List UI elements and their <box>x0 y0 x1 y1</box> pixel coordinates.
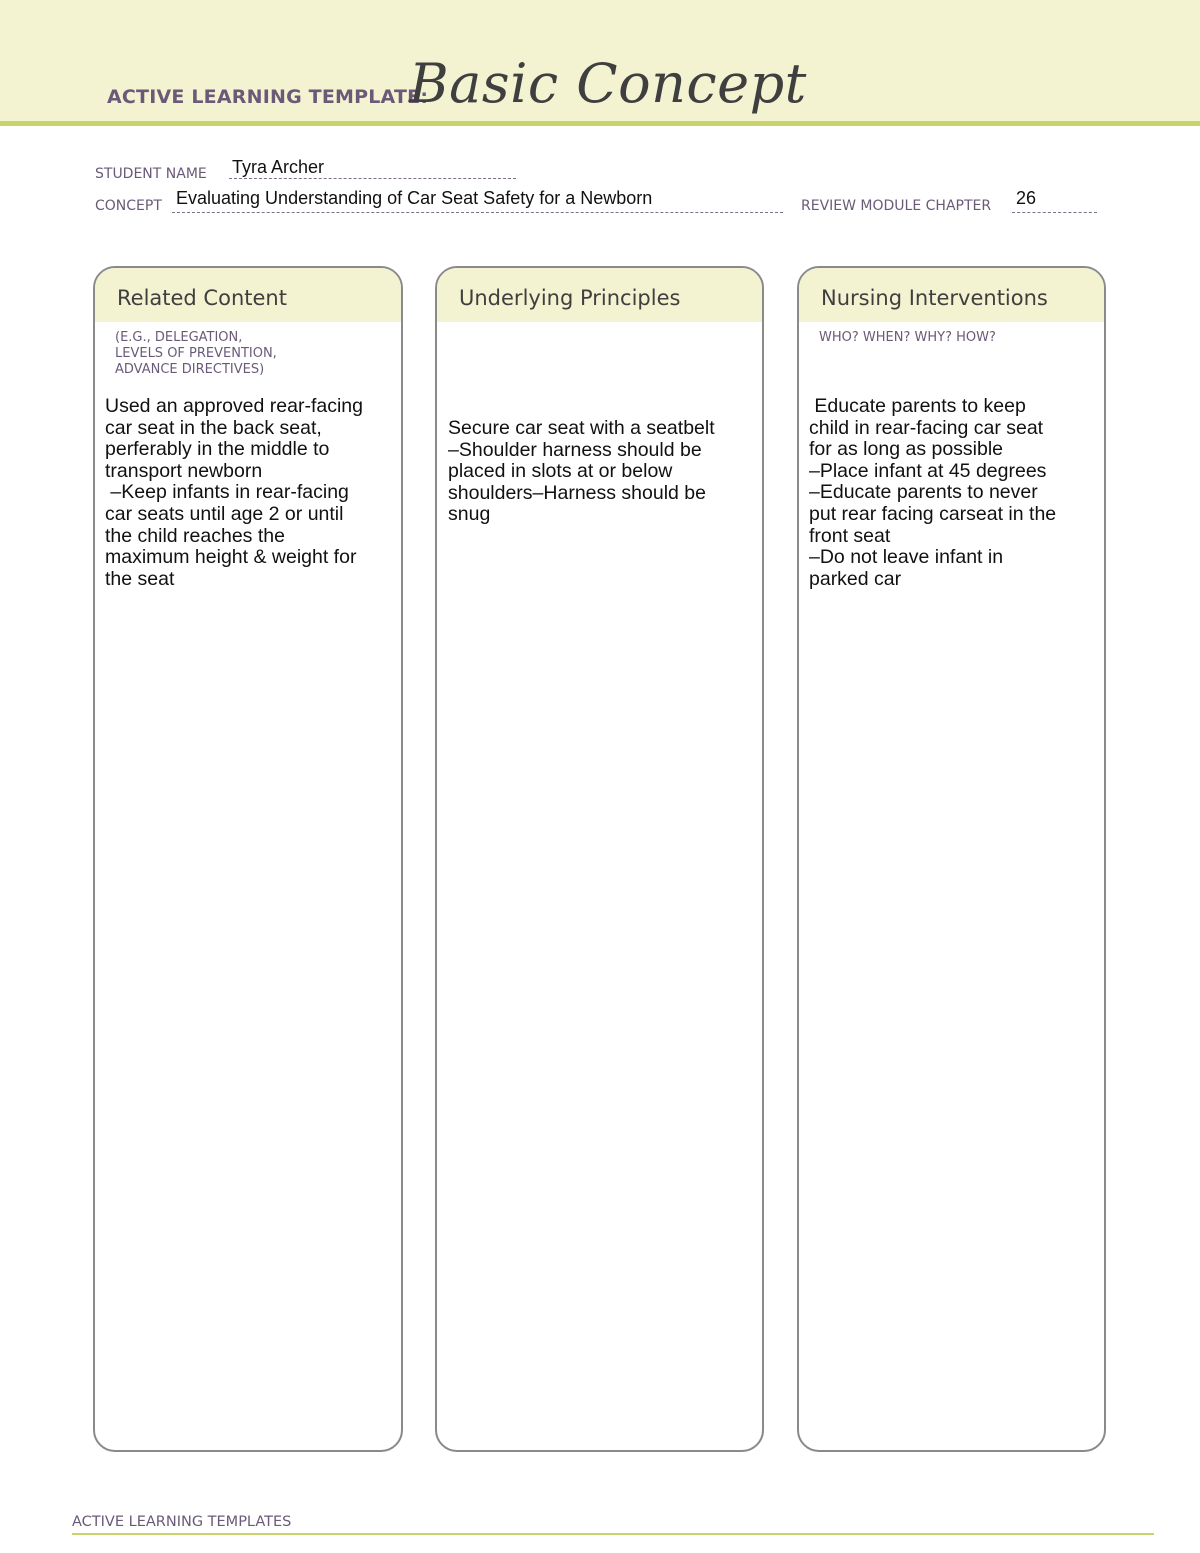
underlying-principles-title: Underlying Principles <box>459 286 681 310</box>
body-line: –Shoulder harness should be <box>448 438 702 461</box>
nursing-interventions-body[interactable] <box>809 396 1056 590</box>
body-line: –Educate parents to never <box>809 481 1038 504</box>
footer-text: ACTIVE LEARNING TEMPLATES <box>72 1514 292 1530</box>
footer-rule <box>72 1533 1154 1535</box>
review-module-label: REVIEW MODULE CHAPTER <box>801 198 992 214</box>
body-line: Used an approved rear-facing <box>105 395 363 417</box>
header-rule <box>0 121 1200 126</box>
body-line: for as long as possible <box>809 438 1004 461</box>
nursing-interventions-title: Nursing Interventions <box>821 286 1048 310</box>
body-line: –Do not leave infant in <box>809 546 1004 569</box>
page-title: Basic Concept <box>409 52 807 115</box>
related-content-panel <box>93 266 403 1452</box>
body-line: perferably in the middle to <box>105 438 330 461</box>
body-line: put rear facing carseat in the <box>809 502 1057 525</box>
body-line: front seat <box>809 524 891 547</box>
concept-label: CONCEPT <box>95 198 162 214</box>
body-line: shoulders–Harness should be <box>448 481 706 504</box>
subtitle-line: WHO? WHEN? WHY? HOW? <box>819 330 996 345</box>
body-line: Secure car seat with a seatbelt <box>448 417 715 439</box>
subtitle-line: ADVANCE DIRECTIVES) <box>115 362 265 377</box>
concept-line <box>172 212 783 213</box>
related-content-header <box>95 268 401 322</box>
related-content-title: Related Content <box>117 286 287 310</box>
related-content-subtitle <box>115 330 277 378</box>
body-line: placed in slots at or below <box>448 460 673 483</box>
concept-value[interactable]: Evaluating Understanding of Car Seat Safety for a Newborn <box>176 188 653 208</box>
subtitle-line: LEVELS OF PREVENTION, <box>115 346 277 361</box>
review-module-line <box>1012 212 1097 213</box>
underlying-principles-header <box>437 268 762 322</box>
underlying-principles-panel <box>435 266 764 1452</box>
student-name-label: STUDENT NAME <box>95 166 207 182</box>
body-line: the child reaches the <box>105 524 285 547</box>
body-line: child in rear-facing car seat <box>809 416 1044 439</box>
body-line: the seat <box>105 567 175 590</box>
body-line: car seats until age 2 or until <box>105 502 344 525</box>
student-name-line <box>229 178 516 179</box>
body-line: maximum height & weight for <box>105 546 357 569</box>
body-line: transport newborn <box>105 459 263 482</box>
body-line: –Keep infants in rear-facing <box>105 481 349 504</box>
nursing-interventions-header <box>799 268 1104 322</box>
body-line: –Place infant at 45 degrees <box>809 459 1047 482</box>
nursing-interventions-subtitle <box>819 330 996 346</box>
related-content-body[interactable] <box>105 396 363 590</box>
body-line: parked car <box>809 567 902 590</box>
review-module-value[interactable]: 26 <box>1016 188 1037 208</box>
body-line: car seat in the back seat, <box>105 416 322 439</box>
underlying-principles-body[interactable] <box>448 418 715 526</box>
body-line: Educate parents to keep <box>809 395 1026 417</box>
nursing-interventions-panel <box>797 266 1106 1452</box>
student-name-value[interactable]: Tyra Archer <box>232 157 325 177</box>
body-line: snug <box>448 503 491 526</box>
subtitle-line: (E.G., DELEGATION, <box>115 330 243 345</box>
template-label: ACTIVE LEARNING TEMPLATE: <box>107 86 429 108</box>
